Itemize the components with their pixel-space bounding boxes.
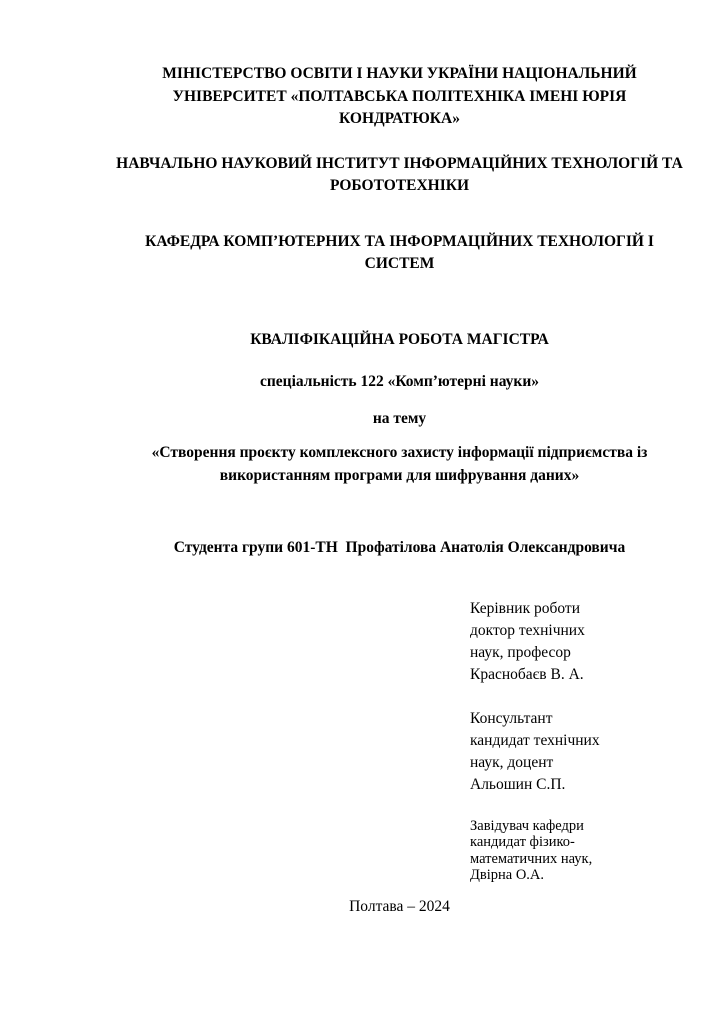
consultant-degree-line2: наук, доцент [470,753,554,771]
signature-area [470,598,683,884]
topic-label: на тему [372,409,427,427]
head-name: Двірна О.А. [470,867,545,883]
ministry-university-heading: МІНІСТЕРСТВО ОСВІТИ І НАУКИ УКРАЇНИ НАЦІОНАЛЬНИЙ УНІВЕРСИТЕТ «ПОЛТАВСЬКА ПОЛІТЕХНІКА ІМЕНІ ЮРІЯ КОНДРАТЮКА» [162,65,637,127]
head-degree-line2: математичних наук, [470,850,593,867]
supervisor-degree-line2: наук, професор [470,643,571,661]
head-role: Завідувач кафедри [470,817,584,834]
supervisor-name: Краснобаєв В. А. [470,665,584,683]
consultant-name: Альошин С.П. [470,775,566,793]
supervisor-role: Керівник роботи [470,599,580,617]
supervisor-degree-line1: доктор технічних [470,621,585,639]
institute-heading: НАВЧАЛЬНО НАУКОВИЙ ІНСТИТУТ ІНФОРМАЦІЙНИХ ТЕХНОЛОГІЙ ТА РОБОТОТЕХНІКИ [116,154,683,194]
student-line: Студента групи 601-ТН Профатілова Анатолія Олександровича [173,539,626,556]
supervisor-block [470,598,683,686]
consultant-degree-line1: кандидат технічних [470,731,600,749]
topic-title: «Створення проєкту комплексного захисту інформації підприємства із використанням програми для шифрування даних» [151,444,648,484]
department-heading: КАФЕДРА КОМП’ЮТЕРНИХ ТА ІНФОРМАЦІЙНИХ ТЕХНОЛОГІЙ І СИСТЕМ [145,232,654,272]
consultant-role: Консультант [470,709,553,727]
head-of-department-block [470,818,683,884]
consultant-block [470,708,683,796]
specialty-line: спеціальність 122 «Комп’ютерні науки» [259,373,540,390]
head-degree-line1: кандидат фізико- [470,834,575,850]
work-type-title: КВАЛІФІКАЦІЙНА РОБОТА МАГІСТРА [250,330,549,348]
footer-city-year: Полтава – 2024 [349,898,450,915]
